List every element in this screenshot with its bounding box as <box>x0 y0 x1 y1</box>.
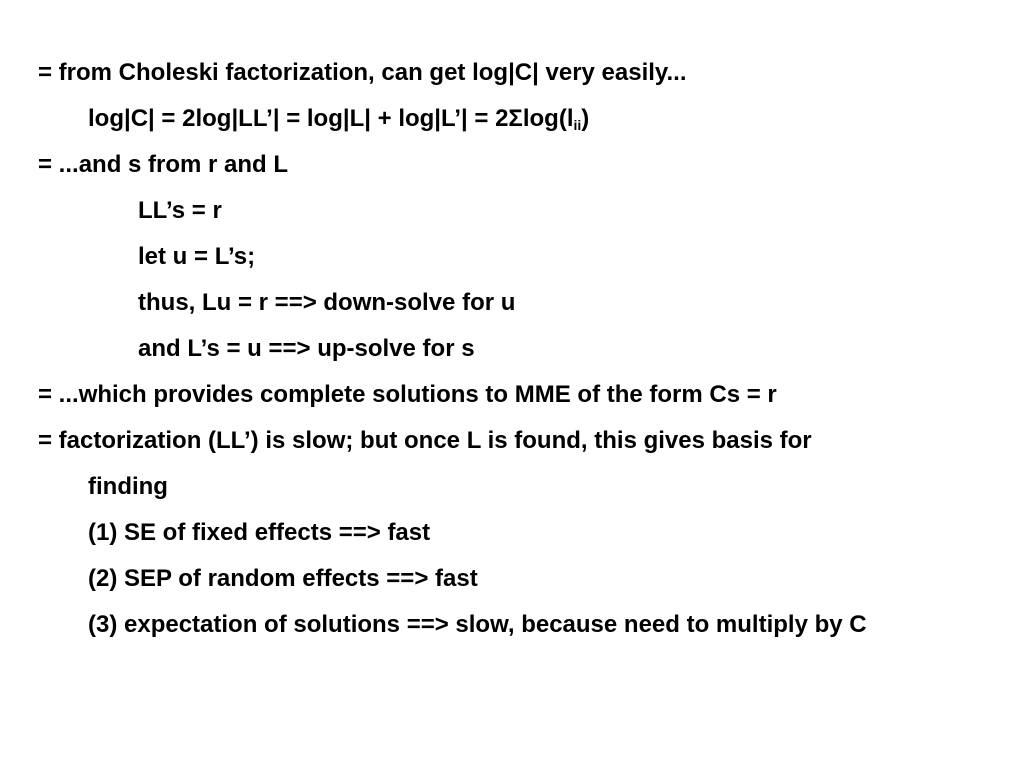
equation-lls-equals-r: LL’s = r <box>138 197 222 224</box>
list-item-expectation-solutions: (3) expectation of solutions ==> slow, because need to multiply by C <box>88 611 867 638</box>
equation-log-determinant <box>88 104 589 134</box>
equation-closing-paren: ) <box>581 105 590 132</box>
list-item-sep-random-effects: (2) SEP of random effects ==> fast <box>88 565 478 592</box>
equation-subscript-ii: ii <box>573 117 582 133</box>
bullet-complete-solutions: = ...which provides complete solutions to MME of the form Cs = r <box>38 381 777 408</box>
list-item-se-fixed-effects: (1) SE of fixed effects ==> fast <box>88 519 431 546</box>
step-up-solve: and L’s = u ==> up-solve for s <box>138 335 475 362</box>
bullet-factorization-slow: = factorization (LL’) is slow; but once L is found, this gives basis for <box>38 427 812 454</box>
step-down-solve: thus, Lu = r ==> down-solve for u <box>138 289 516 316</box>
equation-let-u: let u = L’s; <box>138 243 256 270</box>
bullet-s-from-r-and-l: = ...and s from r and L <box>38 151 289 178</box>
bullet-choleski-factorization: = from Choleski factorization, can get log|C| very easily... <box>38 59 687 86</box>
equation-log-determinant-main: log|C| = 2log|LL’| = log|L| + log|L’| = 2Σlog(l <box>88 105 574 132</box>
bullet-continuation-finding: finding <box>88 473 168 500</box>
